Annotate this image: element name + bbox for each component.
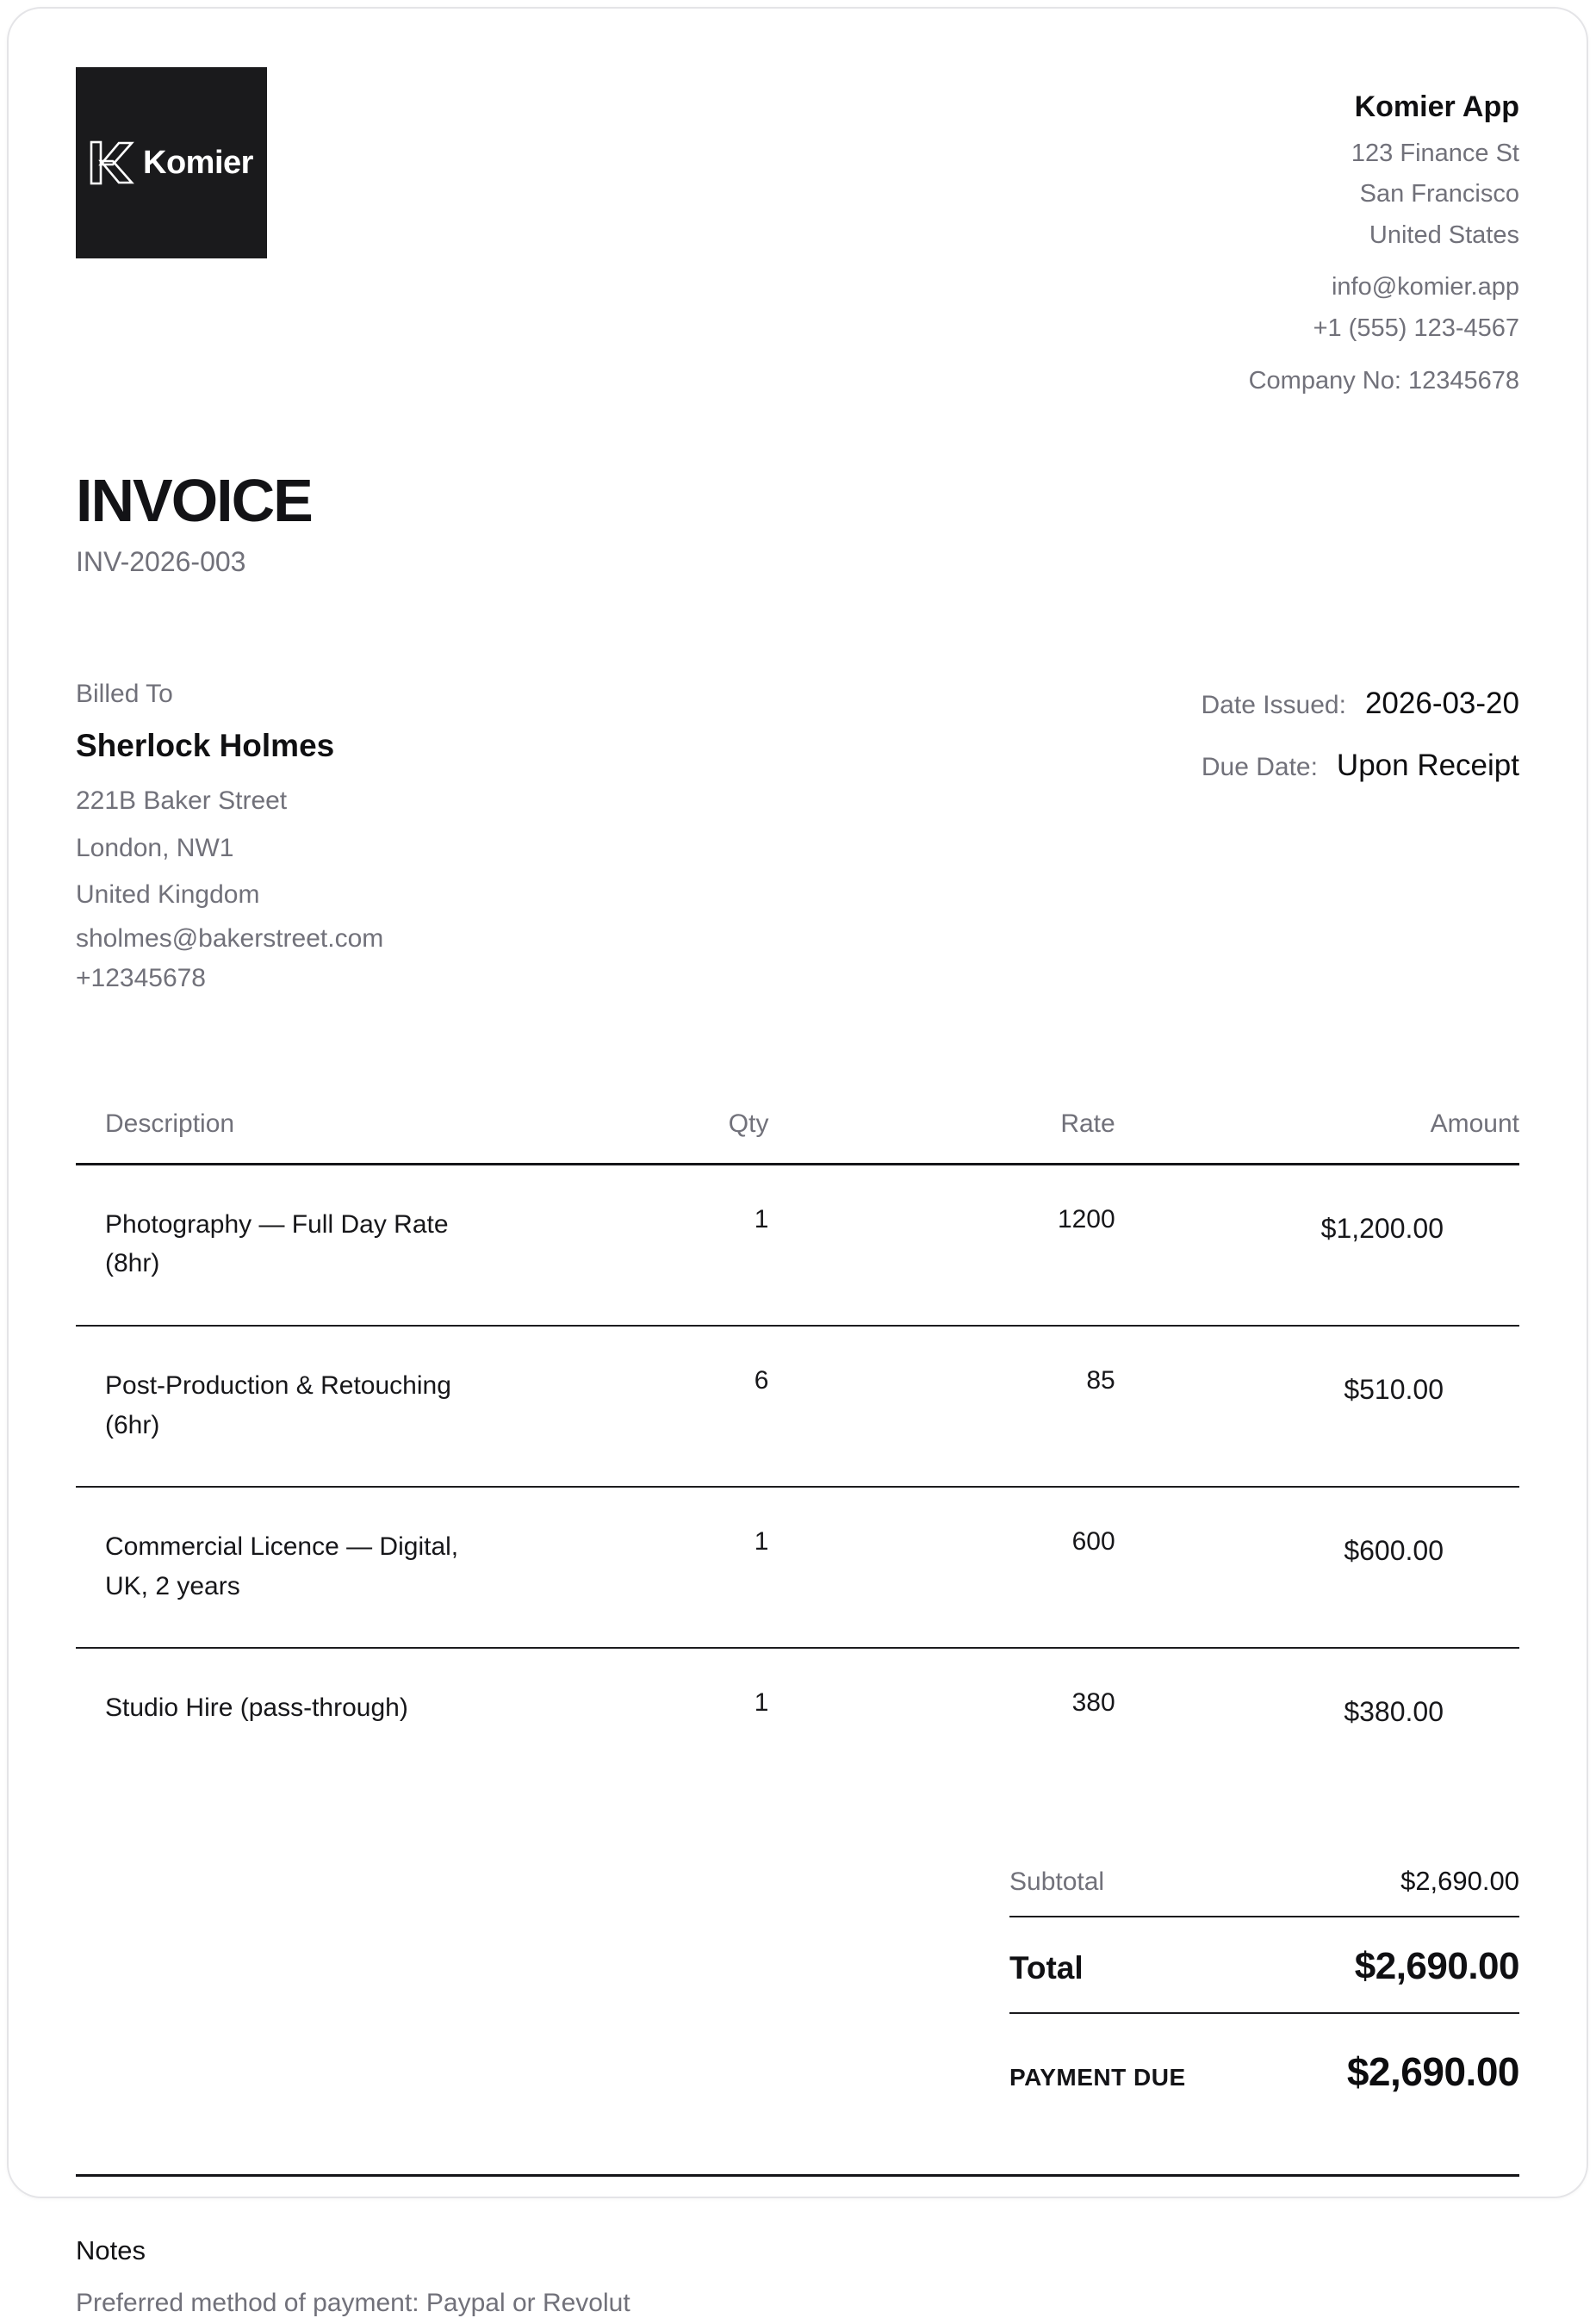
due-date-label: Due Date: [1201, 753, 1318, 782]
subtotal-label: Subtotal [1009, 1867, 1105, 1897]
header-qty: Qty [524, 1109, 769, 1165]
payment-due-row [1009, 2014, 1519, 2095]
client-address-line: United Kingdom [76, 880, 260, 910]
item-qty: 6 [524, 1326, 769, 1487]
item-amount: $510.00 [1115, 1326, 1519, 1487]
item-description: Photography — Full Day Rate (8hr) [105, 1209, 449, 1278]
table-header-row [76, 1109, 1519, 1165]
footer-divider [76, 2174, 1519, 2177]
date-issued-value: 2026-03-20 [1364, 687, 1519, 721]
item-description: Commercial Licence — Digital, UK, 2 years [105, 1532, 459, 1600]
table-row [76, 1487, 1519, 1648]
item-amount: $1,200.00 [1115, 1164, 1519, 1326]
header [76, 67, 1519, 401]
notes-section [76, 2235, 1519, 2318]
client-address-line: London, NW1 [76, 833, 234, 862]
date-issued-label: Date Issued: [1201, 691, 1346, 720]
item-amount: $600.00 [1115, 1487, 1519, 1648]
due-date-value: Upon Receipt [1336, 749, 1519, 783]
invoice-number: INV-2026-003 [76, 546, 246, 578]
total-row [1009, 1917, 1519, 2014]
client-email: sholmes@bakerstreet.com [76, 923, 384, 953]
payment-due-label: PAYMENT DUE [1009, 2064, 1186, 2091]
client-phone: +12345678 [76, 964, 206, 993]
billed-to-label: Billed To [76, 680, 173, 709]
total-value: $2,690.00 [1354, 1945, 1519, 1988]
item-rate: 380 [1071, 1688, 1115, 1718]
item-rate: 85 [768, 1326, 1115, 1487]
company-phone: +1 (555) 123-4567 [1313, 314, 1519, 342]
client-address-line: 221B Baker Street [76, 786, 288, 816]
item-rate: 1200 [768, 1164, 1115, 1326]
table-row [76, 1164, 1519, 1326]
company-number: Company No: 12345678 [1248, 366, 1519, 395]
company-logo [76, 67, 267, 258]
item-qty: 1 [754, 1688, 769, 1718]
due-date-row [1202, 749, 1519, 783]
total-label: Total [1009, 1950, 1084, 1986]
item-description: Post-Production & Retouching (6hr) [105, 1371, 451, 1439]
invoice-title: INVOICE [76, 467, 312, 535]
line-items-table [76, 1109, 1519, 1770]
totals-section [1009, 1866, 1519, 2095]
table-row [76, 1648, 1519, 1769]
table-row [76, 1326, 1519, 1487]
dates-block [1202, 680, 1519, 999]
subtotal-value: $2,690.00 [1400, 1866, 1519, 1897]
item-rate: 600 [768, 1487, 1115, 1648]
header-rate: Rate [768, 1109, 1115, 1165]
header-amount: Amount [1115, 1109, 1519, 1165]
notes-title: Notes [76, 2235, 146, 2266]
company-name: Komier App [1354, 90, 1519, 123]
notes-body: Preferred method of payment: Paypal or Revolut [76, 2289, 630, 2318]
company-info [1249, 67, 1519, 401]
company-address-line: San Francisco [1359, 180, 1519, 208]
item-amount: $380.00 [1344, 1696, 1444, 1728]
item-qty: 1 [524, 1164, 769, 1326]
parties-section [76, 680, 1519, 999]
item-qty: 1 [524, 1487, 769, 1648]
company-address-line: 123 Finance St [1351, 139, 1519, 167]
header-description: Description [76, 1109, 524, 1165]
komier-k-icon [90, 139, 134, 187]
client-name: Sherlock Holmes [76, 728, 335, 764]
payment-due-value: $2,690.00 [1346, 2049, 1519, 2095]
item-description: Studio Hire (pass-through) [105, 1693, 408, 1723]
date-issued-row [1202, 687, 1519, 721]
subtotal-row [1009, 1866, 1519, 1917]
logo-wordmark: Komier [143, 144, 253, 181]
company-email: info@komier.app [1331, 273, 1519, 301]
invoice-page [7, 7, 1588, 2318]
company-address-line: United States [1369, 221, 1519, 249]
billed-to-block [76, 680, 383, 999]
